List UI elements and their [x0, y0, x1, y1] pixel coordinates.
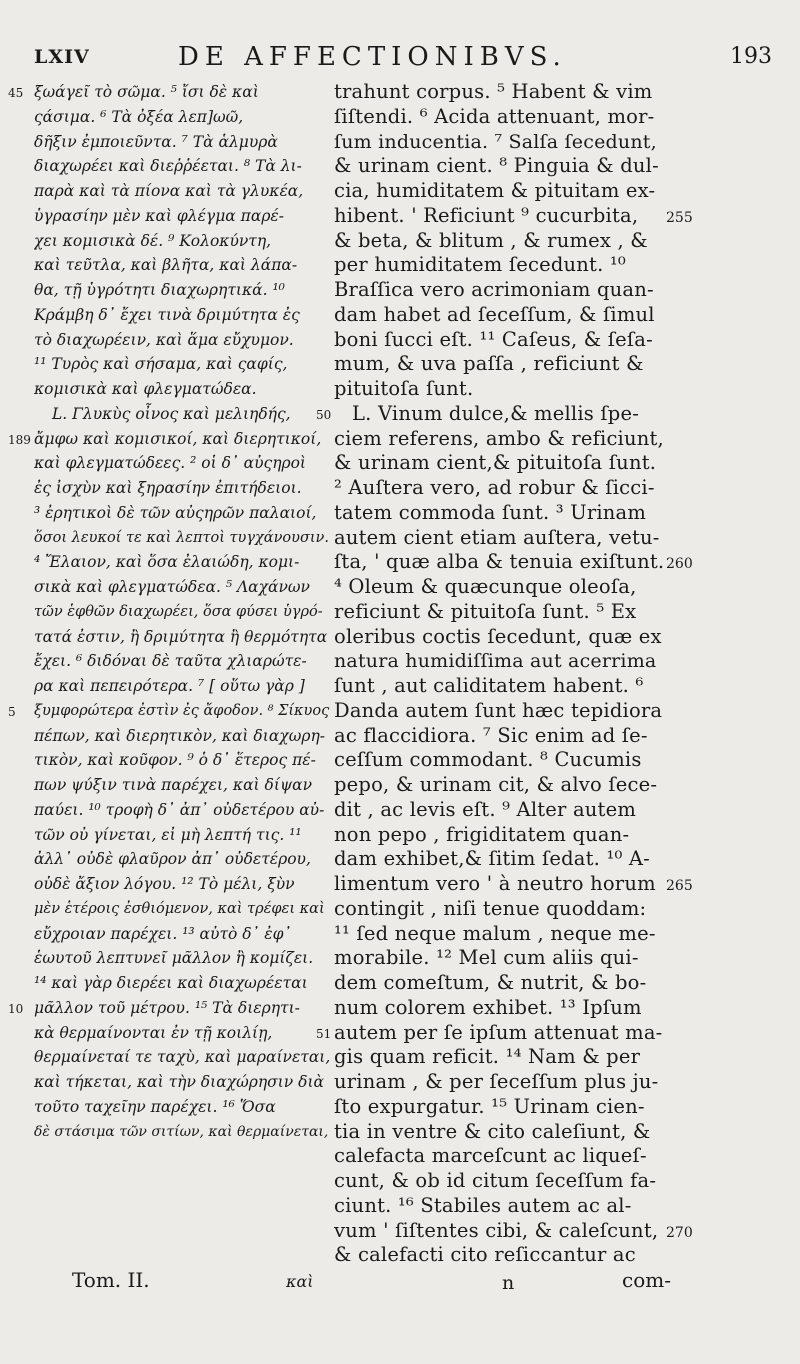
- margin-line-number: 265: [666, 878, 693, 894]
- text-line: Braſſica vero acrimoniam quan-: [334, 278, 654, 301]
- text-line: χει κομισικὰ δέ. ⁹ Κολοκύντη,: [34, 231, 272, 250]
- text-line: ſunt , aut caliditatem habent. ⁶: [334, 674, 644, 697]
- text-line: ἄμφω καὶ κομισικοί, καὶ διερητικοί,: [34, 429, 322, 448]
- text-line: tia in ventre & cito caleſiunt, &: [334, 1119, 651, 1143]
- text-line: trahunt corpus. ⁵ Habent & vim: [334, 80, 653, 103]
- text-line: κὰ θερμαίνονται ἐν τῇ κοιλίῃ,: [34, 1023, 273, 1042]
- text-line: ὑγρασίην μὲν καὶ φλέγμα παρέ-: [34, 206, 284, 225]
- margin-line-number: 45: [8, 86, 24, 100]
- margin-line-number: 10: [8, 1001, 24, 1016]
- text-line: ciem referens, ambo & reficiunt,: [334, 426, 664, 450]
- text-line: ſta, ' quæ alba & tenuia exiſtunt.: [334, 550, 664, 574]
- text-line: vum ' ſiſtentes cibi, & caleſcunt,: [334, 1218, 659, 1242]
- text-line: autem cient etiam auſtera, vetu-: [334, 525, 660, 549]
- text-line: autem per ſe ipſum attenuat ma-: [334, 1020, 663, 1044]
- text-line: & urinam cient,& pituitoſa ſunt.: [334, 451, 657, 475]
- text-line: θα, τῇ ὑγρότητι διαχωρητικά. ¹⁰: [34, 281, 285, 299]
- text-line: διαχωρέει καὶ διεῤῥέεται. ⁸ Τὰ λι-: [34, 157, 302, 176]
- footer-tome: Tom. II.: [72, 1268, 150, 1292]
- text-line: ³ ἐρητικοὶ δὲ τῶν αὐςηρῶν παλαιοί,: [34, 503, 317, 522]
- text-line: ſiſtendi. ⁶ Acida attenuant, mor-: [334, 104, 655, 128]
- header-title: DE AFFECTIONIBVS.: [178, 42, 567, 72]
- text-line: non pepo , frigiditatem quan-: [334, 822, 630, 846]
- text-line: ἐς ἰσχὺν καὶ ξηρασίην ἐπιτήδειοι.: [34, 479, 302, 497]
- text-line: morabile. ¹² Mel cum aliis qui-: [334, 946, 639, 970]
- text-line: κομισικὰ καὶ φλεγματώδεα.: [34, 380, 257, 398]
- text-line: tatem commoda ſunt. ³ Urinam: [334, 500, 647, 524]
- margin-line-number: 255: [666, 209, 693, 226]
- latin-text-column: [334, 80, 664, 1268]
- text-line: limentum vero ' à neutro horum: [334, 872, 656, 895]
- text-line: dit , ac levis eſt. ⁹ Alter autem: [334, 797, 637, 821]
- text-line: ſto expurgatur. ¹⁵ Urinam cien-: [334, 1094, 645, 1118]
- text-line: ¹¹ ſed neque malum , neque me-: [334, 921, 656, 945]
- text-line: ξωάγεῖ τὸ σῶμα. ⁵ ἴσι δὲ καὶ: [34, 83, 259, 101]
- margin-line-number: 51: [316, 1026, 332, 1041]
- text-line: contingit , niſi tenue quoddam:: [334, 896, 647, 920]
- text-line: ¹⁴ καὶ γὰρ διερέει καὶ διαχωρέεται: [34, 974, 308, 992]
- footer-catchword: com-: [622, 1268, 671, 1292]
- text-line: δῆξιν ἐμποιεῦντα. ⁷ Τὰ ἁλμυρὰ: [34, 132, 278, 151]
- margin-line-number: 50: [316, 407, 332, 422]
- header-page-roman: LXIV: [34, 46, 90, 68]
- text-line: L. Vinum dulce,& mellis ſpe-: [352, 401, 639, 425]
- text-line: pepo, & urinam cit, & alvo ſece-: [334, 773, 658, 796]
- text-line: μᾶλλον τοῦ μέτρου. ¹⁵ Τὰ διερητι-: [34, 998, 300, 1017]
- text-line: dam habet ad ſeceſſum, & ſimul: [334, 302, 655, 326]
- text-line: σικὰ καὶ φλεγματώδεα. ⁵ Λαχάνων: [34, 578, 310, 596]
- text-line: παύει. ¹⁰ τροφὴ δ᾽ ἀπ᾽ οὐδετέρου αὐ-: [34, 800, 325, 819]
- text-line: ¹¹ Τυρὸς καὶ σήσαμα, καὶ ςαφίς,: [34, 355, 288, 374]
- text-line: τατά ἐστιν, ἢ δριμύτητα ἢ θερμότητα: [34, 627, 328, 646]
- text-line: natura humidiſſima aut acerrima: [334, 650, 657, 673]
- text-line: L. Γλυκὺς οἶνος καὶ μελιηδής,: [52, 404, 291, 423]
- text-line: & beta, & blitum , & rumex , &: [334, 228, 648, 252]
- text-line: ceſſum commodant. ⁸ Cucumis: [334, 748, 642, 772]
- text-line: num colorem exhibet. ¹³ Ipſum: [334, 995, 642, 1019]
- greek-text-column: [34, 80, 332, 1144]
- text-line: boni ſucci eſt. ¹¹ Caſeus, & ſeſa-: [334, 327, 653, 351]
- page-footer: [0, 1268, 800, 1308]
- margin-line-number: 189: [8, 432, 31, 447]
- text-line: καὶ φλεγματώδεες. ² οἱ δ᾽ αὐςηροὶ: [34, 454, 307, 473]
- text-line: ciunt. ¹⁶ Stabiles autem ac al-: [334, 1193, 632, 1217]
- text-line: ⁴ Ἔλαιον, καὶ ὅσα ἐλαιώδη, κομι-: [34, 553, 300, 572]
- text-line: πων ψύξιν τινὰ παρέχει, καὶ δίψαν: [34, 776, 313, 794]
- text-line: & urinam cient. ⁸ Pinguia & dul-: [334, 154, 659, 178]
- text-line: ἔχει. ⁶ διδόναι δὲ ταῦτα χλιαρώτε-: [34, 652, 307, 671]
- text-line: per humiditatem ſecedunt. ¹⁰: [334, 253, 626, 277]
- text-line: καὶ τήκεται, καὶ τὴν διαχώρησιν διὰ: [34, 1073, 324, 1091]
- text-line: ac flaccidiora. ⁷ Sic enim ad ſe-: [334, 723, 648, 747]
- text-line: ἀλλ᾽ οὐδὲ φλαῦρον ἀπ᾽ οὐδετέρου,: [34, 850, 311, 869]
- text-line: mum, & uva paſſa , reficiunt &: [334, 352, 644, 376]
- text-line: ὅσοι λευκοί τε καὶ λεπτοὶ τυγχάνουσιν.: [34, 529, 329, 546]
- text-line: cunt, & ob id citum ſeceſſum fa-: [334, 1169, 657, 1192]
- text-line: καὶ τεῦτλα, καὶ βλῆτα, καὶ λάπα-: [34, 256, 298, 275]
- text-line: οὐδὲ ἄξιον λόγου. ¹² Τὸ μέλι, ξὺν: [34, 875, 295, 893]
- text-line: ⁴ Oleum & quæcunque oleoſa,: [334, 575, 637, 598]
- text-line: cia, humiditatem & pituitam ex-: [334, 179, 656, 202]
- footer-signature: n: [502, 1272, 515, 1294]
- text-line: Danda autem ſunt hæc tepidiora: [334, 698, 663, 722]
- text-line: & calefacti cito reſiccantur ac: [334, 1243, 636, 1267]
- text-line: Κράμβη δ᾽ ἔχει τινὰ δριμύτητα ἐς: [34, 305, 300, 324]
- text-line: ρα καὶ πεπειρότερα. ⁷ [ οὕτω γὰρ ]: [34, 677, 305, 695]
- text-line: reficiunt & pituitoſa ſunt. ⁵ Ex: [334, 599, 637, 623]
- text-line: εὔχροιαν παρέχει. ¹³ αὐτὸ δ᾽ ἐφ᾽: [34, 924, 292, 943]
- text-line: ξυμφορώτερα ἐστὶν ἐς ἄφοδον. ⁸ Σίκυος: [34, 702, 330, 719]
- text-line: πέπων, καὶ διερητικὸν, καὶ διαχωρη-: [34, 726, 325, 745]
- text-line: oleribus coctis ſecedunt, quæ ex: [334, 624, 662, 648]
- text-line: θερμαίνεταί τε ταχὺ, καὶ μαραίνεται,: [34, 1048, 331, 1067]
- text-line: τοῦτο ταχεῖην παρέχει. ¹⁶ Ὅσα: [34, 1097, 276, 1116]
- margin-line-number: 5: [8, 704, 16, 719]
- running-header: [0, 42, 800, 78]
- text-line: παρὰ καὶ τὰ πίονα καὶ τὰ γλυκέα,: [34, 182, 304, 200]
- margin-line-number: 260: [666, 556, 693, 573]
- text-line: τῶν ἑφθῶν διαχωρέει, ὅσα φύσει ὑγρό-: [34, 603, 323, 620]
- text-line: dem comeſtum, & nutrit, & bo-: [334, 971, 647, 994]
- text-line: τὸ διαχωρέειν, καὶ ἅμα εὔχυμον.: [34, 330, 294, 349]
- text-line: μὲν ἑτέροις ἐσθιόμενον, καὶ τρέφει καὶ: [34, 900, 325, 917]
- text-line: δὲ στάσιμα τῶν σιτίων, καὶ θερμαίνεται,: [34, 1123, 329, 1140]
- text-line: ἑωυτοῦ λεπτυνεῖ μᾶλλον ἢ κομίζει.: [34, 949, 314, 968]
- text-line: ςάσιμα. ⁶ Τὰ ὀξέα λεπ]ωῶ,: [34, 107, 244, 126]
- text-line: τικὸν, καὶ κοῦφον. ⁹ ὁ δ᾽ ἕτερος πέ-: [34, 751, 316, 770]
- text-line: dam exhibet,& ſitim ſedat. ¹⁰ A-: [334, 847, 650, 871]
- text-line: gis quam reficit. ¹⁴ Nam & per: [334, 1045, 641, 1069]
- text-line: hibent. ' Reficiunt ⁹ cucurbita,: [334, 203, 639, 227]
- header-page-number: 193: [730, 44, 772, 69]
- text-line: urinam , & per ſeceſſum plus ju-: [334, 1070, 659, 1093]
- margin-line-number: 270: [666, 1224, 693, 1241]
- text-line: τῶν οὐ γίνεται, εἰ μὴ λεπτή τις. ¹¹: [34, 825, 302, 844]
- text-line: pituitoſa ſunt.: [334, 377, 474, 400]
- footer-greek-catchword: καὶ: [286, 1272, 314, 1291]
- text-line: ² Auſtera vero, ad robur & ſicci-: [334, 476, 655, 499]
- text-line: ſum inducentia. ⁷ Salſa ſecedunt,: [334, 130, 657, 153]
- text-line: calefacta marceſcunt ac liqueſ-: [334, 1144, 647, 1168]
